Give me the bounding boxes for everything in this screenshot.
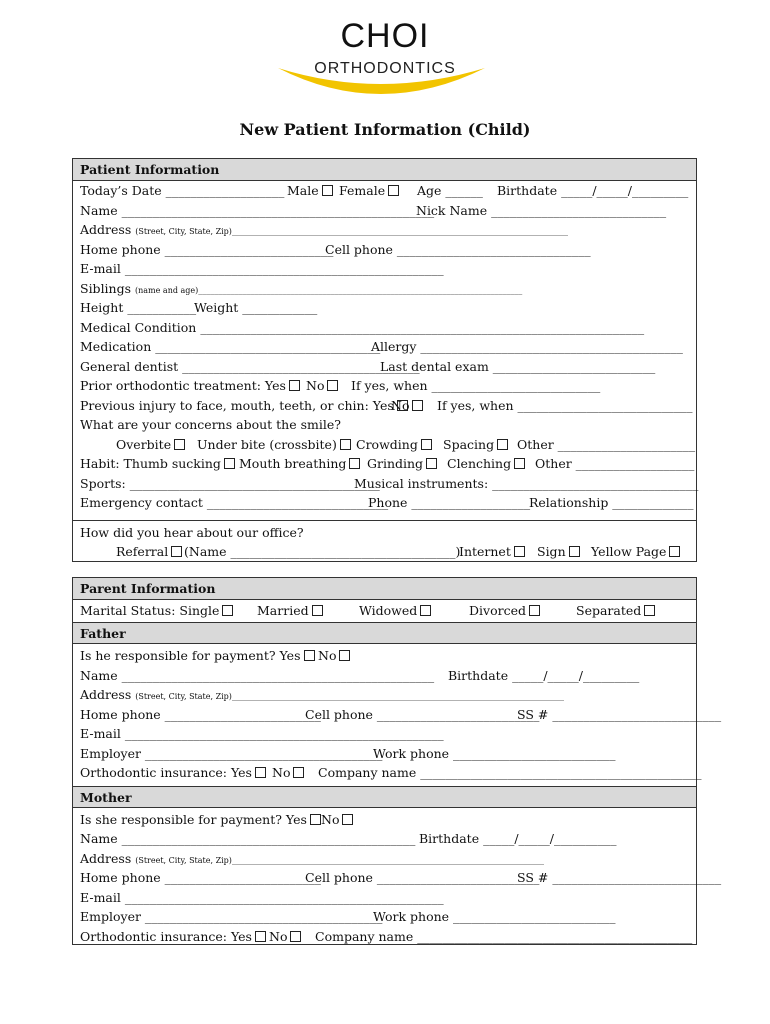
form-row <box>73 829 696 849</box>
form-row <box>73 396 696 416</box>
form-row <box>73 279 696 299</box>
address-label: Address <box>80 687 132 702</box>
no-label: No <box>306 378 325 393</box>
single-label: Marital Status: Single <box>80 603 220 618</box>
age-field[interactable]: Age ______ <box>417 183 483 198</box>
other-concern-field[interactable]: Other ______________________ <box>517 436 696 452</box>
crowding-checkbox[interactable] <box>421 439 432 450</box>
divorced-checkbox[interactable] <box>529 605 540 616</box>
father-name-field[interactable]: Name __________________________________________________ <box>80 667 435 683</box>
mother-birthdate-field[interactable]: Birthdate _____/_____/__________ <box>419 831 617 846</box>
father-resp-no-checkbox[interactable] <box>339 650 350 661</box>
yellow-page-label: Yellow Page <box>591 544 667 559</box>
form-row <box>73 181 696 201</box>
mother-cell-phone-field[interactable]: Cell phone __________________________ <box>305 870 540 885</box>
male-checkbox[interactable] <box>322 185 333 196</box>
form-row <box>73 888 696 908</box>
form-row <box>73 240 696 260</box>
last-exam-field[interactable]: Last dental exam __________________________ <box>380 358 656 374</box>
address-hint: (Street, City, State, Zip) <box>135 855 232 865</box>
concerns-label: What are your concerns about the smile? <box>80 417 341 432</box>
address-hint: (Street, City, State, Zip) <box>135 227 232 236</box>
thumb-sucking-checkbox[interactable] <box>224 458 235 469</box>
form-row <box>73 810 696 830</box>
injury-label: Previous injury to face, mouth, teeth, or chin: Yes <box>80 397 394 413</box>
form-row <box>73 646 696 666</box>
mother-address-field[interactable]: ______________________________________________________________________________ <box>231 855 544 865</box>
father-resp-yes-checkbox[interactable] <box>304 650 315 661</box>
mouth-breathing-label: Mouth breathing <box>239 456 347 471</box>
section-header: Patient Information <box>73 159 696 181</box>
father-ssn-field[interactable]: SS # ___________________________ <box>517 706 722 722</box>
mother-ssn-field[interactable]: SS # ___________________________ <box>517 870 722 885</box>
prior-treatment-label: Prior orthodontic treatment: Yes <box>80 378 286 393</box>
injury-when-field[interactable]: If yes, when ____________________________ <box>437 397 693 413</box>
form-row <box>73 666 696 686</box>
logo-arc <box>275 62 490 112</box>
form-row <box>73 259 696 279</box>
mother-home-phone-field[interactable]: Home phone _________________________ <box>80 870 321 885</box>
crowding-label: Crowding <box>356 436 418 452</box>
form-row <box>73 685 696 705</box>
siblings-label: Siblings <box>80 280 132 296</box>
female-label: Female <box>339 183 386 198</box>
general-dentist-field[interactable]: General dentist ______________________________________ <box>80 358 420 374</box>
mother-resp-label: Is she responsible for payment? Yes <box>80 811 307 827</box>
mother-name-field[interactable]: Name _______________________________________________ <box>80 831 416 846</box>
form-row <box>73 337 696 357</box>
father-ins-no-checkbox[interactable] <box>293 767 304 778</box>
father-ins-yes-checkbox[interactable] <box>255 767 266 778</box>
hear-label: How did you hear about our office? <box>80 524 304 540</box>
form-row <box>73 705 722 725</box>
form-row <box>73 868 722 888</box>
form-row <box>73 435 696 455</box>
form-row <box>73 474 699 494</box>
mother-ins-no-checkbox[interactable] <box>290 931 301 942</box>
form-row <box>73 724 696 744</box>
section-header: Parent Information <box>73 578 696 600</box>
married-label: Married <box>257 603 309 618</box>
mother-employer-field[interactable]: Employer ______________________________________ <box>80 909 383 924</box>
form-row <box>73 542 696 562</box>
sign-checkbox[interactable] <box>569 546 580 557</box>
thumb-sucking-label: Habit: Thumb sucking <box>80 456 221 471</box>
no-label: No <box>269 928 288 944</box>
sports-field[interactable]: Sports: ________________________________________ <box>80 475 380 491</box>
form-row <box>73 744 696 764</box>
no-label: No <box>318 648 337 663</box>
form-row <box>73 454 696 474</box>
prior-no-checkbox[interactable] <box>327 380 338 391</box>
form-row <box>73 523 696 543</box>
name-field[interactable]: Name __________________________________________________ <box>80 202 435 218</box>
cell-phone-field[interactable]: Cell phone _______________________________ <box>325 241 591 257</box>
form-row <box>73 298 696 318</box>
spacing-checkbox[interactable] <box>497 439 508 450</box>
injury-no-checkbox[interactable] <box>412 400 423 411</box>
form-row <box>73 763 702 783</box>
no-label: No <box>391 397 410 413</box>
father-resp-label: Is he responsible for payment? Yes <box>80 648 301 663</box>
spacing-label: Spacing <box>443 436 495 452</box>
allergy-field[interactable]: Allergy __________________________________________ <box>371 339 683 354</box>
emergency-contact-field[interactable]: Emergency contact _____________________________ <box>80 495 389 510</box>
form-row <box>73 907 696 927</box>
clenching-checkbox[interactable] <box>514 458 525 469</box>
logo-line-2: ORTHODONTICS <box>314 60 456 77</box>
mother-resp-yes-checkbox[interactable] <box>310 814 321 825</box>
referral-label: Referral <box>116 544 169 559</box>
female-checkbox[interactable] <box>388 185 399 196</box>
siblings-hint: (name and age) <box>135 285 199 295</box>
father-employer-field[interactable]: Employer ______________________________________ <box>80 745 383 761</box>
mother-ins-yes-checkbox[interactable] <box>255 931 266 942</box>
father-home-phone-field[interactable]: Home phone _________________________ <box>80 706 321 722</box>
medical-condition-field[interactable]: Medical Condition _______________________________________________________________________ <box>80 319 645 335</box>
address-label: Address <box>80 222 132 237</box>
separated-label: Separated <box>576 603 642 618</box>
todays-date-field[interactable]: Today’s Date ___________________ <box>80 183 285 198</box>
internet-label: Internet <box>459 544 511 559</box>
relationship-field[interactable]: Relationship _____________ <box>529 495 694 510</box>
grinding-label: Grinding <box>367 456 424 471</box>
nick-name-field[interactable]: Nick Name ____________________________ <box>416 202 667 218</box>
widowed-checkbox[interactable] <box>420 605 431 616</box>
mother-company-field[interactable]: Company name ____________________________________________ <box>315 928 693 944</box>
father-company-field[interactable]: Company name _____________________________________________ <box>318 765 702 780</box>
prior-when-field[interactable]: If yes, when ___________________________ <box>351 378 601 393</box>
address-field[interactable]: ____________________________________________________________________________________ <box>231 227 568 236</box>
father-cell-phone-field[interactable]: Cell phone __________________________ <box>305 706 540 722</box>
ortho-ins-label: Orthodontic insurance: Yes <box>80 765 252 780</box>
no-label: No <box>272 765 291 780</box>
other-habit-field[interactable]: Other ___________________ <box>535 456 695 471</box>
father-work-phone-field[interactable]: Work phone __________________________ <box>373 745 616 761</box>
email-field[interactable]: E-mail ___________________________________________________ <box>80 261 444 276</box>
mother-resp-no-checkbox[interactable] <box>342 814 353 825</box>
sign-label: Sign <box>537 544 566 559</box>
no-label: No <box>321 811 340 827</box>
address-label: Address <box>80 850 132 866</box>
mother-work-phone-field[interactable]: Work phone __________________________ <box>373 909 616 924</box>
siblings-field[interactable]: _________________________________________________________________________________ <box>198 285 523 295</box>
page-title: New Patient Information (Child) <box>239 120 531 139</box>
widowed-label: Widowed <box>359 603 418 618</box>
form-row <box>73 415 696 435</box>
address-hint: (Street, City, State, Zip) <box>135 692 232 701</box>
yellow-page-checkbox[interactable] <box>669 546 680 557</box>
underbite-checkbox[interactable] <box>340 439 351 450</box>
emergency-phone-field[interactable]: Phone ___________________ <box>368 495 531 510</box>
form-row <box>73 220 696 240</box>
form-row <box>73 927 696 947</box>
home-phone-field[interactable]: Home phone ___________________________ <box>80 241 334 257</box>
medication-field[interactable]: Medication ____________________________________ <box>80 339 381 354</box>
mother-email-field[interactable]: E-mail ___________________________________________________ <box>80 889 444 905</box>
underbite-label: Under bite (crossbite) <box>197 436 337 452</box>
father-birthdate-field[interactable]: Birthdate _____/_____/_________ <box>448 667 640 683</box>
height-field[interactable]: Height ___________ <box>80 300 197 315</box>
ortho-ins-label: Orthodontic insurance: Yes <box>80 928 252 944</box>
separated-checkbox[interactable] <box>644 605 655 616</box>
mother-header: Mother <box>73 786 696 808</box>
form-row <box>73 318 696 338</box>
musical-field[interactable]: Musical instruments: _________________________________ <box>354 475 699 491</box>
grinding-checkbox[interactable] <box>426 458 437 469</box>
father-header: Father <box>73 622 696 644</box>
patient-info-section <box>72 158 697 562</box>
referral-name-field[interactable]: (Name ____________________________________) <box>184 544 461 559</box>
clenching-label: Clenching <box>447 456 512 471</box>
single-checkbox[interactable] <box>222 605 233 616</box>
form-row <box>73 493 696 513</box>
form-row <box>73 376 696 396</box>
father-email-field[interactable]: E-mail ___________________________________________________ <box>80 726 444 741</box>
overbite-label: Overbite <box>116 436 172 452</box>
parent-info-section <box>72 577 722 945</box>
overbite-checkbox[interactable] <box>174 439 185 450</box>
logo-line-1: CHOI <box>340 17 430 55</box>
divorced-label: Divorced <box>469 603 526 618</box>
weight-field[interactable]: Weight ____________ <box>194 300 318 315</box>
form-row <box>73 849 696 869</box>
mouth-breathing-checkbox[interactable] <box>349 458 360 469</box>
prior-yes-checkbox[interactable] <box>289 380 300 391</box>
form-row <box>73 357 696 377</box>
referral-checkbox[interactable] <box>171 546 182 557</box>
birthdate-field[interactable]: Birthdate _____/_____/_________ <box>497 183 689 198</box>
married-checkbox[interactable] <box>312 605 323 616</box>
form-row <box>73 201 696 221</box>
form-row <box>73 600 696 622</box>
father-address-field[interactable]: ___________________________________________________________________________________ <box>231 692 564 701</box>
internet-checkbox[interactable] <box>514 546 525 557</box>
male-label: Male <box>287 183 319 198</box>
